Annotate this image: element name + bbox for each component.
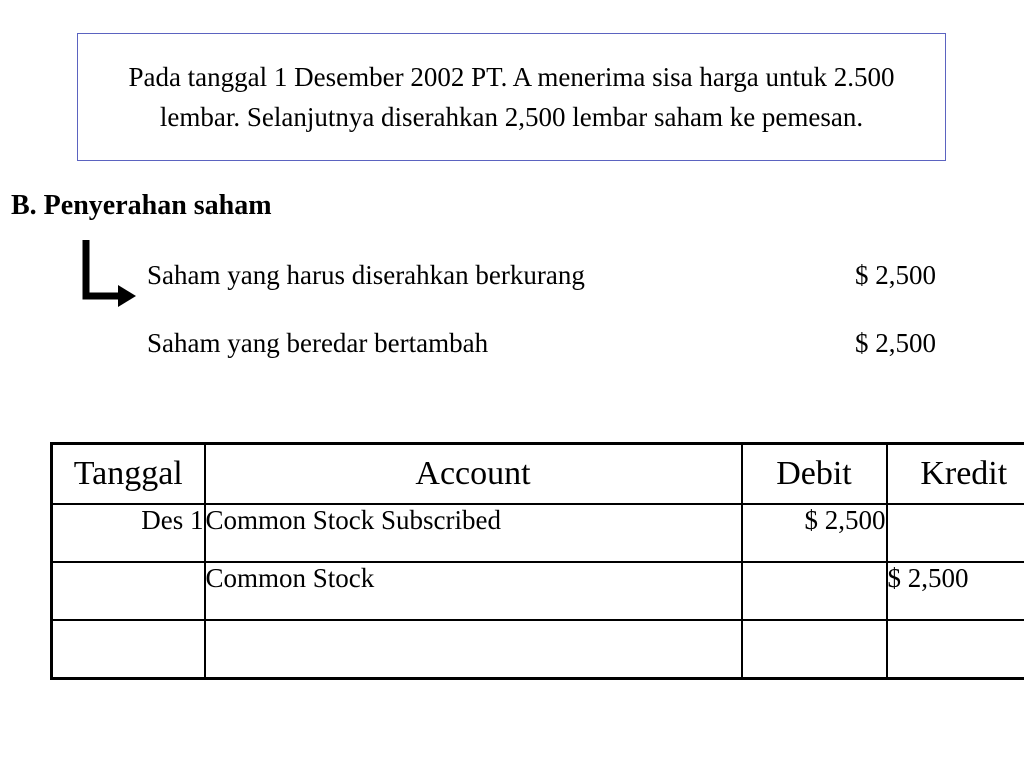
row-debit (742, 620, 887, 678)
row-debit: $ 2,500 (742, 504, 887, 562)
row-debit (742, 562, 887, 620)
table-row (52, 620, 1024, 678)
entry-amount-shares-outstanding: $ 2,500 (855, 328, 936, 358)
row-account: Common Stock (205, 562, 742, 620)
journal-table (50, 442, 1024, 680)
entry-label-shares-outstanding: Saham yang beredar bertambah (147, 328, 489, 358)
turn-right-arrow-icon (78, 238, 138, 310)
header-kredit: Kredit (887, 444, 1024, 505)
row-date: Des 1 (52, 504, 205, 562)
table-row (52, 562, 1024, 620)
header-tanggal: Tanggal (52, 444, 205, 505)
row-credit: $ 2,500 (887, 562, 1024, 620)
row-credit (887, 620, 1024, 678)
row-date (52, 620, 205, 678)
row-credit (887, 504, 1024, 562)
table-row (52, 504, 1024, 562)
intro-text: Pada tanggal 1 Desember 2002 PT. A menerima sisa harga untuk 2.500 lembar. Selanjutnya diserahkan 2,500 lembar saham ke pemesan. (128, 62, 895, 132)
header-debit: Debit (742, 444, 887, 505)
row-date (52, 562, 205, 620)
row-account: Common Stock Subscribed (205, 504, 742, 562)
journal-header-row (52, 444, 1024, 505)
intro-box (77, 33, 946, 161)
row-account (205, 620, 742, 678)
section-heading: B. Penyerahan saham (11, 190, 272, 221)
header-account: Account (205, 444, 742, 505)
entry-label-shares-to-issue: Saham yang harus diserahkan berkurang (147, 260, 585, 290)
entry-amount-shares-to-issue: $ 2,500 (855, 260, 936, 290)
